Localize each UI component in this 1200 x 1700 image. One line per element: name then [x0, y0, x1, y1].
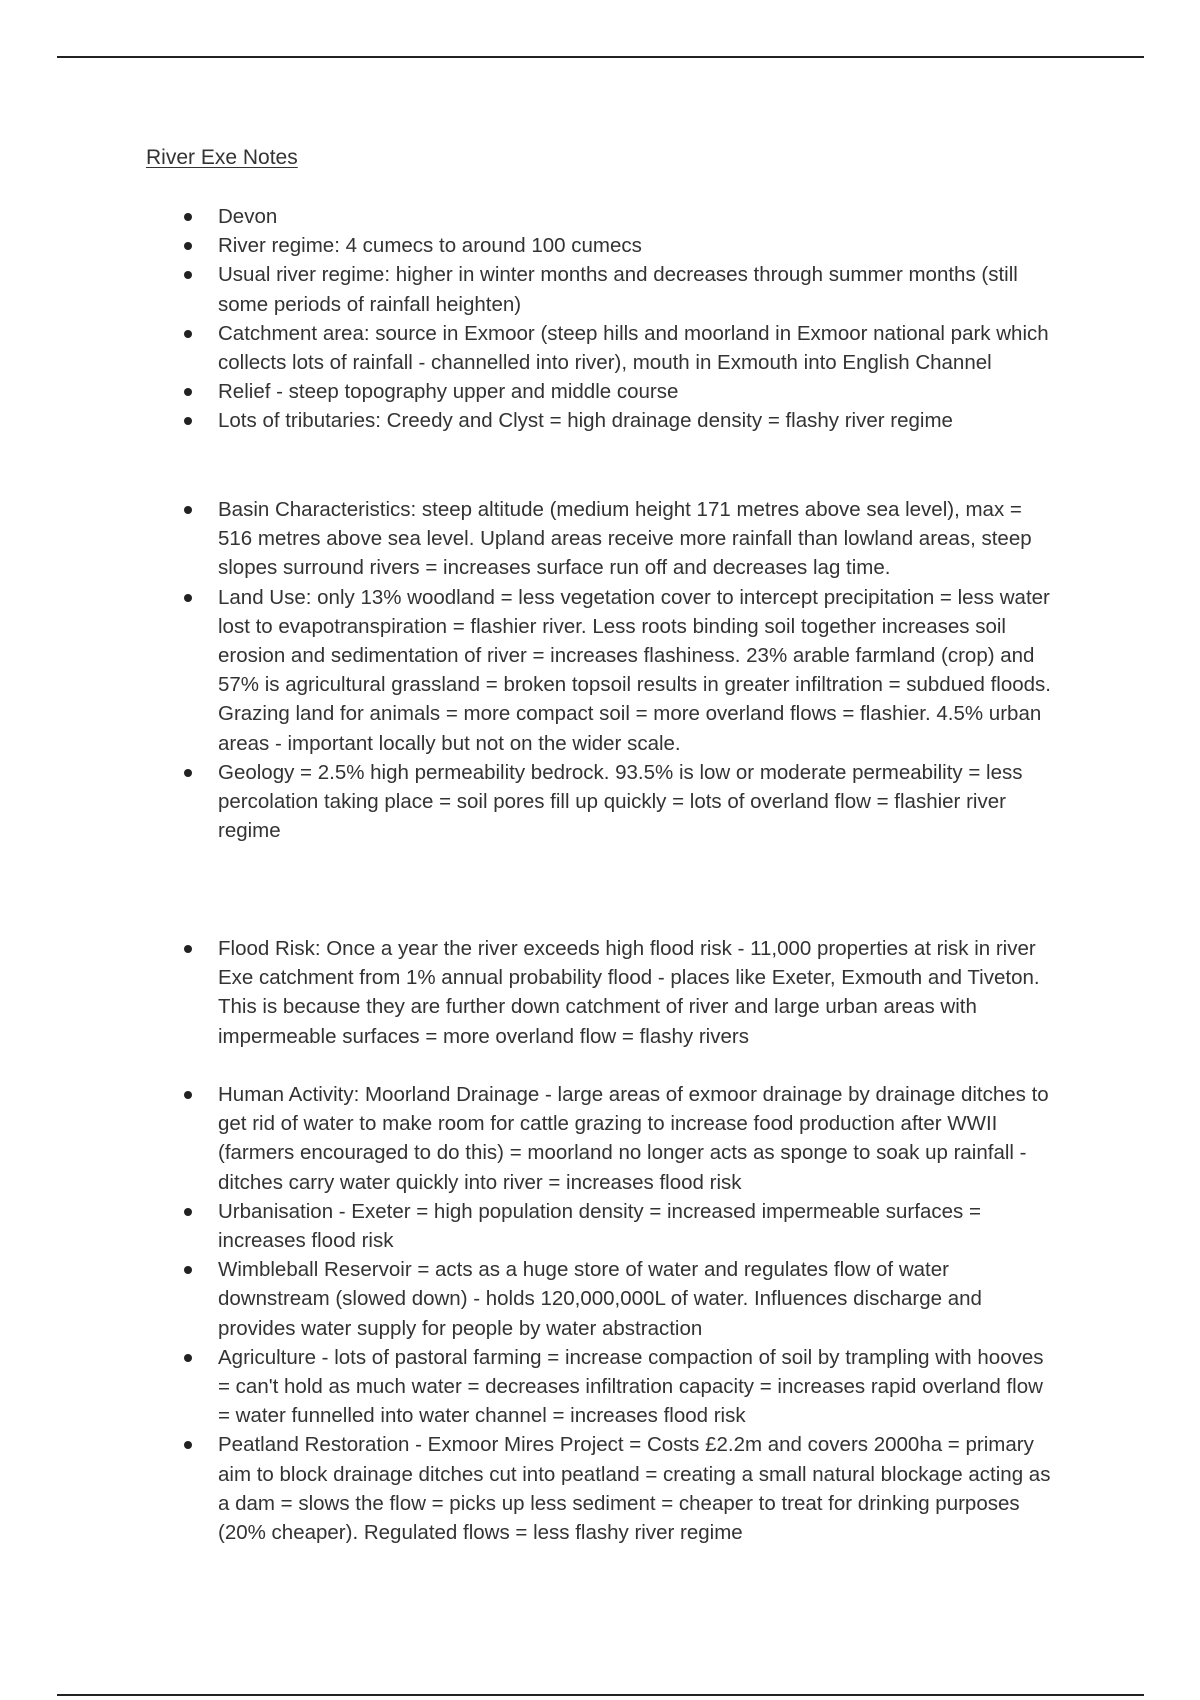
list-item-text: Geology = 2.5% high permeability bedrock. 93.5% is low or moderate permeability = less percolation taking place = soil pores fill up quickly = lots of overland flow = flashier river regime	[218, 760, 1023, 843]
bullet-list-overview	[0, 202, 1200, 436]
list-item-text: Devon	[218, 205, 278, 228]
list-item	[0, 758, 1058, 846]
list-item	[0, 1080, 1058, 1197]
bullet-icon	[184, 594, 192, 602]
bullet-icon	[184, 506, 192, 514]
list-item-text: Usual river regime: higher in winter months and decreases through summer months (still some periods of rainfall heighten)	[218, 263, 1018, 316]
bullet-icon	[184, 213, 192, 221]
list-item-text: Flood Risk: Once a year the river exceeds high flood risk - 11,000 properties at risk in river Exe catchment from 1% annual probability flood - places like Exeter, Exmouth and Tiveton. This is because they are further down catchment of river and large urban areas with impermeable surfaces = more overland flow = flashy rivers	[218, 937, 1040, 1048]
list-item-text: Agriculture - lots of pastoral farming = increase compaction of soil by trampling with hooves = can't hold as much water = decreases infiltration capacity = increases rapid overland flow = water funnelled into water channel = increases flood risk	[218, 1345, 1044, 1428]
page-title: River Exe Notes	[146, 146, 298, 169]
bullet-icon	[184, 242, 192, 250]
list-item	[0, 260, 1058, 318]
list-item-text: Lots of tributaries: Creedy and Clyst = high drainage density = flashy river regime	[218, 409, 953, 433]
bullet-icon	[184, 1208, 192, 1216]
list-item	[0, 377, 1058, 406]
list-item-text: Relief - steep topography upper and middle course	[218, 380, 679, 404]
list-item-text: River regime: 4 cumecs to around 100 cumecs	[218, 234, 642, 258]
list-item-text: Basin Characteristics: steep altitude (medium height 171 metres above sea level), max = 516 metres above sea level. Upland areas receive more rainfall than lowland areas, steep slopes surround rivers = increases surface run off and decreases lag time.	[218, 498, 1032, 580]
bullet-icon	[184, 1266, 192, 1274]
list-item-text: Human Activity: Moorland Drainage - large areas of exmoor drainage by drainage ditches to get rid of water to make room for cattle grazing to increase food production after WWII (farmers encouraged to do this) = moorland no longer acts as sponge to soak up rainfall - ditches carry water quickly into river = increases flood risk	[218, 1083, 1049, 1194]
bullet-icon	[184, 417, 192, 425]
list-item	[0, 1197, 1058, 1255]
list-item-text: Peatland Restoration - Exmoor Mires Project = Costs £2.2m and covers 2000ha = primary aim to block drainage ditches cut into peatland = creating a small natural blockage acting as a dam = slows the flow = picks up less sediment = cheaper to treat for drinking purposes (20% cheaper). Regulated flows = less flashy river regime	[218, 1433, 1051, 1545]
list-item-text: Land Use: only 13% woodland = less vegetation cover to intercept precipitation = less water lost to evapotranspiration = flashier river. Less roots binding soil together increases soil erosion and sedimentation of river = increases flashiness. 23% arable farmland (crop) and 57% is agricultural grassland = broken topsoil results in greater infiltration = subdued floods. Grazing land for animals = more compact soil = more overland flows = flashier. 4.5% urban areas - important locally but not on the wider scale.	[218, 585, 1051, 755]
bullet-icon	[184, 945, 192, 953]
bullet-list-human-activity	[0, 1080, 1200, 1547]
list-item	[0, 319, 1058, 377]
list-item-text: Catchment area: source in Exmoor (steep hills and moorland in Exmoor national park which collects lots of rainfall - channelled into river), mouth in Exmouth into English Channel	[218, 321, 1049, 375]
bullet-icon	[184, 330, 192, 338]
list-item	[0, 1430, 1058, 1547]
list-item	[0, 495, 1058, 583]
top-divider	[57, 56, 1144, 58]
list-item	[0, 583, 1058, 758]
list-item-text: Wimbleball Reservoir = acts as a huge store of water and regulates flow of water downstream (slowed down) - holds 120,000,000L of water. Influences discharge and provides water supply for people by water abstraction	[218, 1258, 982, 1340]
bullet-list-flood-risk	[0, 934, 1200, 1051]
bullet-icon	[184, 1091, 192, 1099]
bottom-divider	[57, 1694, 1144, 1696]
list-item	[0, 406, 1058, 435]
list-item-text: Urbanisation - Exeter = high population density = increased impermeable surfaces = increases flood risk	[218, 1199, 981, 1253]
bullet-icon	[184, 769, 192, 777]
list-item	[0, 231, 1058, 260]
list-item	[0, 1343, 1058, 1431]
bullet-icon	[184, 1441, 192, 1449]
list-item	[0, 202, 1058, 231]
bullet-list-characteristics	[0, 495, 1200, 845]
bullet-icon	[184, 1354, 192, 1362]
list-item	[0, 1255, 1058, 1343]
list-item	[0, 934, 1058, 1051]
bullet-icon	[184, 388, 192, 396]
bullet-icon	[184, 271, 192, 279]
